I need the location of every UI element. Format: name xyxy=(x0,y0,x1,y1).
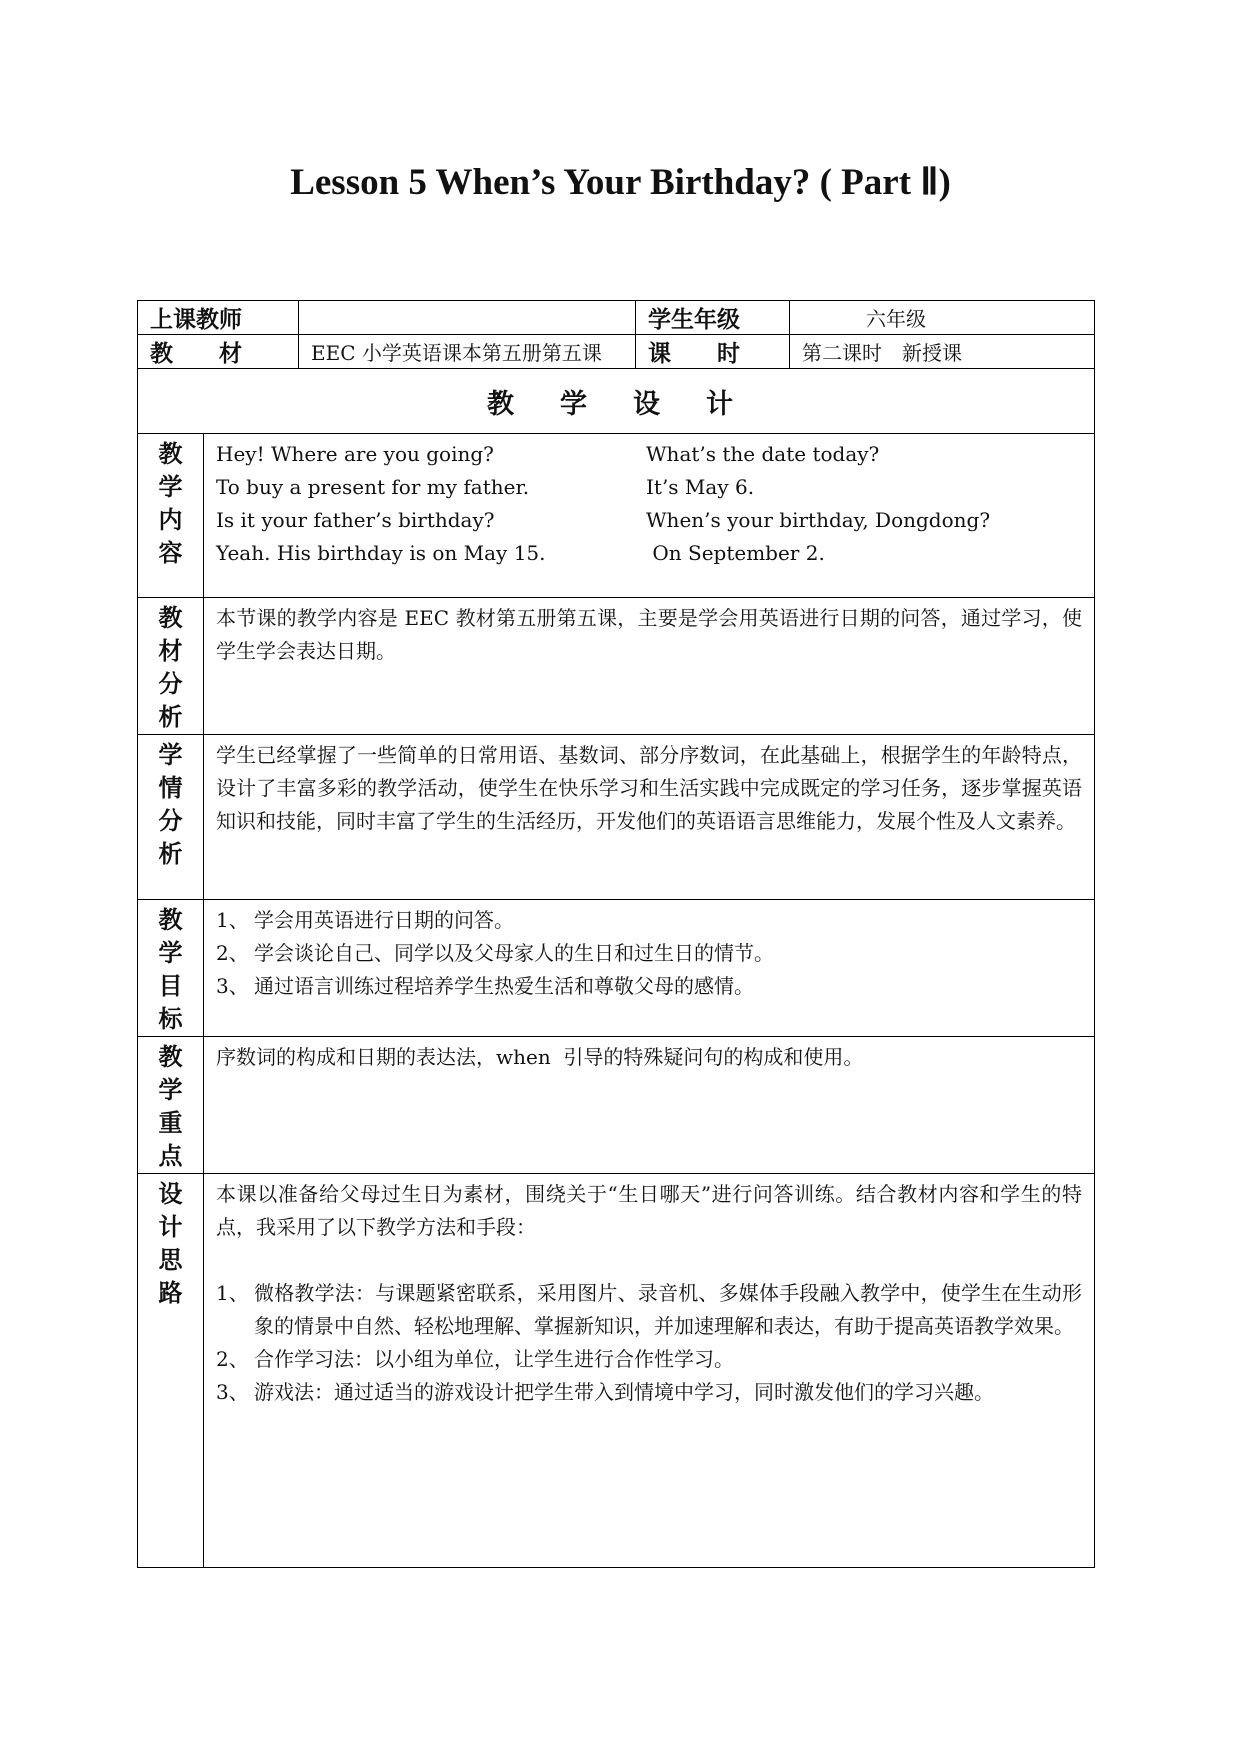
dialogue-line: On September 2. xyxy=(646,541,825,565)
list-item: 2、 合作学习法：以小组为单位，让学生进行合作性学习。 xyxy=(216,1347,734,1371)
section-label: 学 情 分 析 xyxy=(138,735,204,900)
period-value: 第二课时 新授课 xyxy=(790,335,1095,369)
section-label: 教 学 内 容 xyxy=(138,434,204,598)
list-item: 3、 通过语言训练过程培养学生热爱生活和尊敬父母的感情。 xyxy=(216,974,754,998)
grade-value: 六年级 xyxy=(790,301,1095,335)
design-heading: 教学设计 xyxy=(138,369,1095,434)
section-label: 教 材 分 析 xyxy=(138,598,204,735)
list-item: 2、 学会谈论自己、同学以及父母家人的生日和过生日的情节。 xyxy=(216,941,774,965)
design-idea-body xyxy=(204,1174,1095,1568)
dialogue-line: When’s your birthday, Dongdong? xyxy=(646,508,991,532)
section-design-idea xyxy=(138,1174,1095,1568)
material-analysis-text: 本节课的教学内容是 EEC 教材第五册第五课，主要是学会用英语进行日期的问答，通过学习，使学生学会表达日期。 xyxy=(204,598,1095,735)
dialogue xyxy=(204,434,1095,598)
section-label: 教 学 重 点 xyxy=(138,1037,204,1174)
dialogue-line: It’s May 6. xyxy=(646,475,755,499)
dialogue-line: Is it your father’s birthday? xyxy=(216,508,495,532)
textbook-label: 教 材 xyxy=(138,335,299,369)
teacher-label: 上课教师 xyxy=(138,301,299,335)
key-points-text: 序数词的构成和日期的表达法，when 引导的特殊疑问句的构成和使用。 xyxy=(204,1037,1095,1174)
dialogue-line: Yeah. His birthday is on May 15. xyxy=(216,541,546,565)
teacher-value xyxy=(299,301,636,335)
grade-label: 学生年级 xyxy=(636,301,790,335)
section-label: 设 计 思 路 xyxy=(138,1174,204,1568)
dialogue-line: Hey! Where are you going? xyxy=(216,442,494,466)
list-item: 1、 学会用英语进行日期的问答。 xyxy=(216,908,514,932)
student-analysis-text: 学生已经掌握了一些简单的日常用语、基数词、部分序数词，在此基础上，根据学生的年龄特点，设计了丰富多彩的教学活动，使学生在快乐学习和生活实践中完成既定的学习任务，逐步掌握英语知识和技能，同时丰富了学生的生活经历，开发他们的英语语言思维能力，发展个性及人文素养。 xyxy=(204,735,1095,900)
dialogue-line: What’s the date today? xyxy=(646,442,880,466)
document-title: Lesson 5 When’s Your Birthday? ( Part Ⅱ) xyxy=(290,162,951,203)
goals-list xyxy=(204,900,1095,1037)
textbook-value: EEC 小学英语课本第五册第五课 xyxy=(299,335,636,369)
period-label: 课 时 xyxy=(636,335,790,369)
design-idea-intro: 本课以准备给父母过生日为素材，围绕关于“生日哪天”进行问答训练。结合教材内容和学生的特点，我采用了以下教学方法和手段： xyxy=(216,1182,1082,1239)
lesson-plan-table xyxy=(137,300,1095,1568)
section-goals xyxy=(138,900,1095,1037)
section-key-points xyxy=(138,1037,1095,1174)
section-students xyxy=(138,735,1095,900)
section-content xyxy=(138,434,1095,598)
dialogue-line: To buy a present for my father. xyxy=(216,475,530,499)
list-item: 1、 微格教学法：与课题紧密联系，采用图片、录音机、多媒体手段融入教学中，使学生在生动形象的情景中自然、轻松地理解、掌握新知识，并加速理解和表达，有助于提高英语教学效果。 xyxy=(216,1281,1082,1338)
list-item: 3、 游戏法：通过适当的游戏设计把学生带入到情境中学习，同时激发他们的学习兴趣。 xyxy=(216,1380,994,1404)
section-material xyxy=(138,598,1095,735)
section-label: 教 学 目 标 xyxy=(138,900,204,1037)
